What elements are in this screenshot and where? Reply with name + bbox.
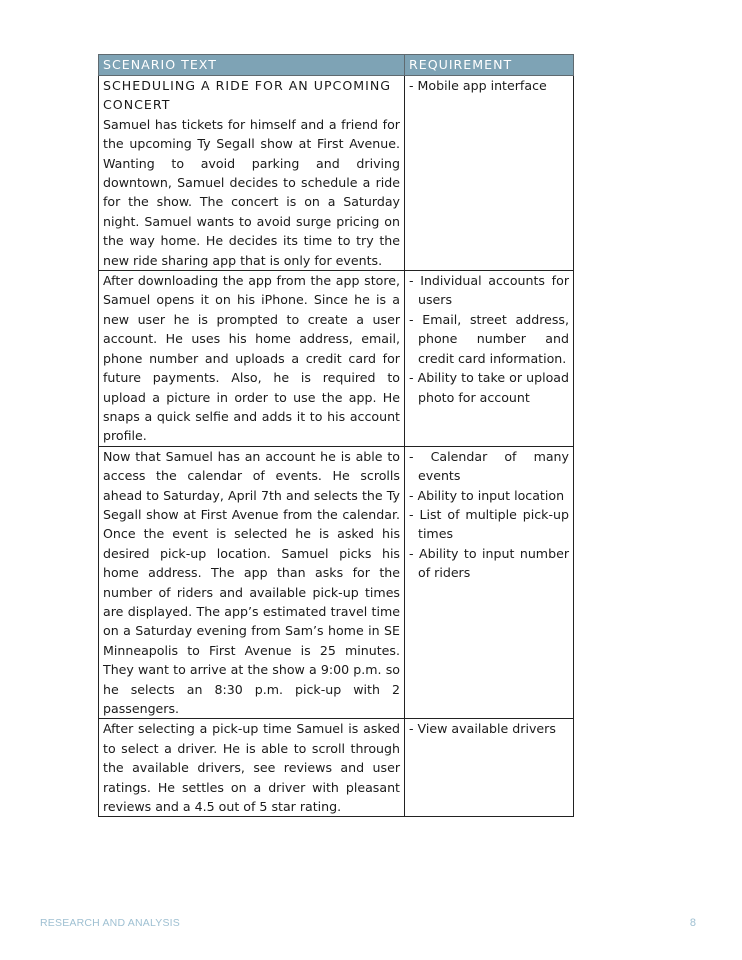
scenario-cell: [99, 76, 405, 271]
header-requirement: REQUIREMENT: [405, 55, 574, 76]
page-number: 8: [689, 917, 696, 929]
requirement-cell: [405, 446, 574, 719]
table-header-row: [99, 55, 574, 76]
scenario-text: Now that Samuel has an account he is able to access the calendar of events. He scrolls ahead to Saturday, April 7th and selects the Ty Segall show at First Avenue from the calendar. Once the event is selected he is asked his desired pick-up location. Samuel picks his home address. The app than asks for the number of riders and available pick-up times are displayed. The app’s estimated travel time on a Saturday evening from Sam’s home in SE Minneapolis to First Avenue is 25 minutes. They want to arrive at the show a 9:00 p.m. so he selects an 8:30 p.m. pick-up with 2 passengers.: [103, 448, 400, 716]
scenario-cell: [99, 719, 405, 817]
requirement-item: - List of multiple pick-up times: [409, 506, 569, 542]
requirement-item: - Individual accounts for users: [409, 273, 569, 308]
table-row: [99, 446, 574, 719]
scenario-text: Samuel has tickets for himself and a friend for the upcoming Ty Segall show at First Avenue. Wanting to avoid parking and driving downtown, Samuel decides to schedule a ride for the show. The concert is on a Saturday night. Samuel wants to avoid surge pricing on the way home. He decides its time to try the new ride sharing app that is only for events.: [103, 116, 400, 268]
header-scenario-text: SCENARIO TEXT: [99, 55, 405, 76]
requirement-item: - Ability to take or upload photo for account: [409, 370, 569, 405]
requirement-item: - Calendar of many events: [409, 448, 569, 484]
table-row: [99, 719, 574, 817]
requirement-cell: [405, 719, 574, 817]
requirement-item: - Ability to input number of riders: [409, 545, 569, 581]
footer-section-title: RESEARCH AND ANALYSIS: [40, 917, 180, 929]
table-row: [99, 271, 574, 447]
scenario-heading: SCHEDULING A RIDE FOR AN UPCOMING CONCERT: [103, 78, 392, 113]
requirement-item: - Mobile app interface: [409, 78, 547, 93]
requirement-item: - Email, street address, phone number and credit card information.: [409, 311, 569, 366]
table-row: [99, 76, 574, 271]
scenario-text: After downloading the app from the app store, Samuel opens it on his iPhone. Since he is a new user he is prompted to create a user account. He uses his home address, email, phone number and uploads a credit card for future payments. Also, he is required to upload a picture in order to use the app. He snaps a quick selfie and adds it to his account profile.: [103, 273, 400, 444]
requirement-cell: [405, 271, 574, 447]
requirement-item: - View available drivers: [409, 721, 556, 737]
scenario-cell: [99, 446, 405, 719]
scenario-requirements-table: [98, 54, 574, 817]
scenario-cell: [99, 271, 405, 447]
scenario-text: After selecting a pick-up time Samuel is asked to select a driver. He is able to scroll through the available drivers, see reviews and user ratings. He settles on a driver with pleasant reviews and a 4.5 out of 5 star rating.: [103, 721, 400, 815]
requirement-cell: [405, 76, 574, 271]
requirement-item: - Ability to input location: [409, 487, 565, 503]
